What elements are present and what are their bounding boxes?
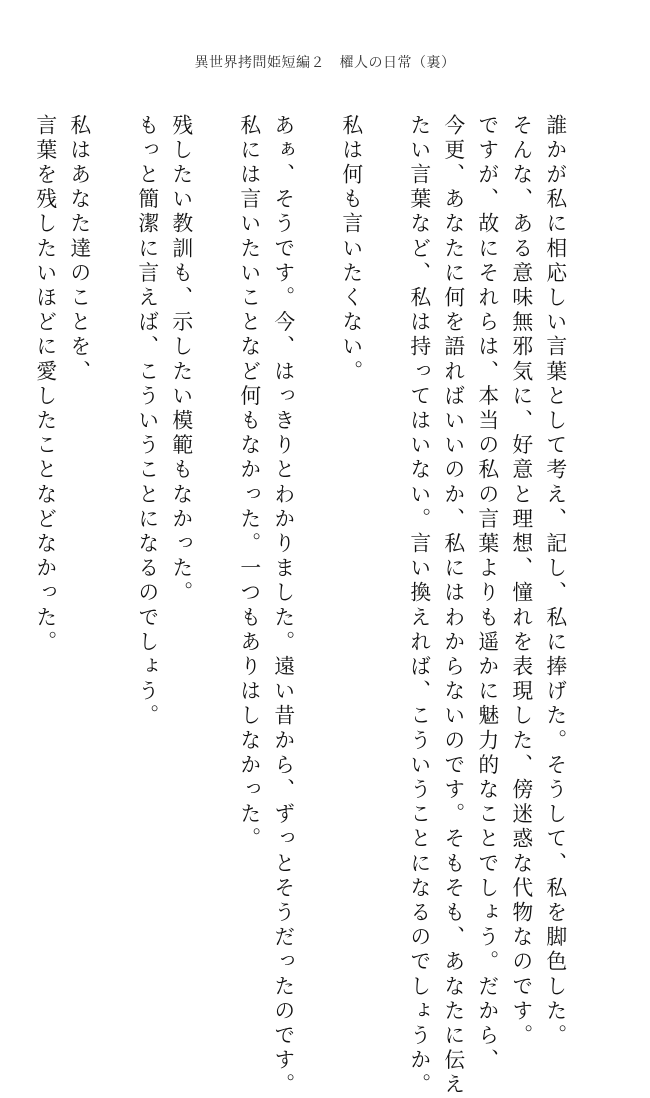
text-column: たい言葉など、私は持ってはいない。言い換えれば、こういうことになるのでしょうか。 xyxy=(406,114,431,1098)
running-head: 異世界拷問姫短編２ 櫂人の日常（裏） xyxy=(194,55,456,71)
text-column: 私は何も言いたくない。 xyxy=(338,114,363,385)
text-column: 残したい教訓も、示したい模範もなかった。 xyxy=(168,114,193,606)
text-column: ですが、故にそれらは、本当の私の言葉よりも遥かに魅力的なことでしょう。だから、 xyxy=(474,114,499,1074)
text-column: 私はあなた達のことを、 xyxy=(66,114,91,385)
text-column: もっと簡潔に言えば、こういうことになるのでしょう。 xyxy=(134,114,159,729)
text-column: 今更、あなたに何を語ればいいのか、私にはわからないのです。そもそも、あなたに伝え xyxy=(440,114,465,1098)
text-column: あぁ、そうです。今、はっきりとわかりました。遠い昔から、ずっとそうだったのです。 xyxy=(270,114,295,1098)
text-column: そんな、ある意味無邪気に、好意と理想、憧れを表現した、傍迷惑な代物なのです。 xyxy=(508,114,533,1049)
text-column: 言葉を残したいほどに愛したことなどなかった。 xyxy=(32,114,57,656)
text-column: 私には言いたいことなど何もなかった。一つもありはしなかった。 xyxy=(236,114,261,852)
text-column: 誰かが私に相応しい言葉として考え、記し、私に捧げた。そうして、私を脚色した。 xyxy=(542,114,567,1049)
